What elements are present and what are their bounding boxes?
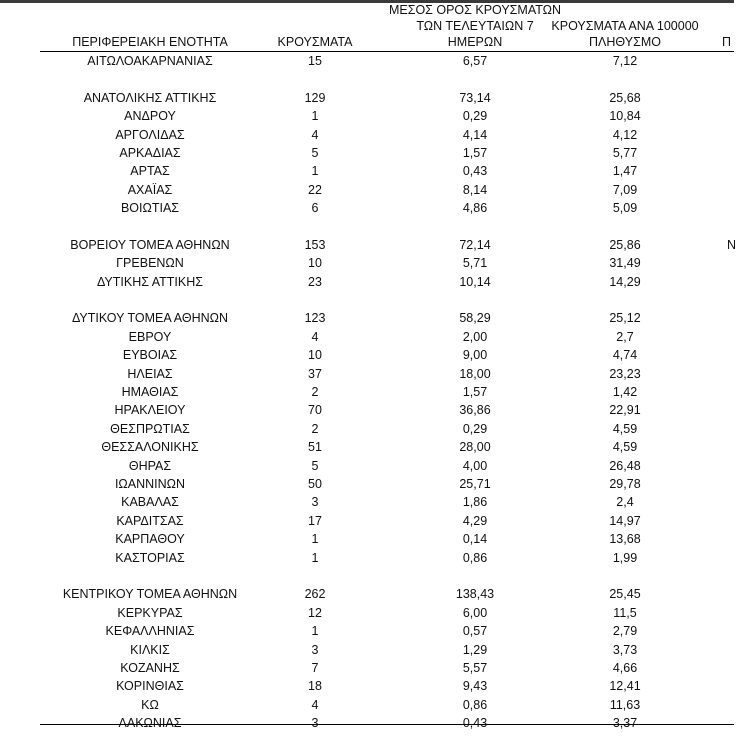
cell-cases: 22: [308, 182, 322, 197]
cell-cases-per-100000: 23,23: [609, 366, 641, 381]
cell-seven-day-average: 0,57: [462, 624, 488, 639]
cell-cases-per-100000: 7,12: [612, 54, 638, 68]
cell-region: ΗΜΑΘΙΑΣ: [121, 385, 179, 400]
cell-cases: 7: [311, 660, 319, 675]
table-row: [0, 696, 734, 714]
table-row: [0, 530, 734, 548]
cell-region: ΙΩΑΝΝΙΝΩΝ: [114, 476, 186, 491]
cell-cases: 123: [304, 311, 326, 326]
cell-region: ΚΑΡΠΑΘΟΥ: [115, 532, 185, 547]
cell-cases: 153: [304, 237, 326, 252]
table-row: [0, 383, 734, 401]
table-row: [0, 107, 734, 125]
cell-cases-per-100000: 22,91: [609, 403, 641, 418]
cell-cases: 12: [308, 605, 322, 620]
cell-cases-per-100000: 25,12: [609, 311, 641, 326]
cell-cases-per-100000: 1,42: [612, 385, 638, 400]
cell-cases: 10: [308, 348, 322, 363]
cell-cases: 262: [304, 587, 326, 602]
cell-seven-day-average: 18,00: [459, 366, 491, 381]
cell-cases: 50: [308, 476, 322, 491]
cell-region: ΘΕΣΠΡΩΤΙΑΣ: [110, 421, 190, 436]
cell-cases-per-100000: 5,77: [612, 145, 638, 160]
row-spacer: [0, 218, 734, 236]
cell-seven-day-average: 0,86: [462, 697, 488, 712]
header-avg-line-2: ΤΩΝ ΤΕΛΕΥΤΑΙΩΝ 7: [416, 19, 534, 33]
cell-cases: 4: [311, 697, 319, 712]
table-row: [0, 475, 734, 493]
table-row: [0, 52, 734, 70]
cell-seven-day-average: 0,29: [462, 109, 488, 124]
table-row: [0, 199, 734, 217]
cell-cases: 1: [311, 624, 319, 639]
cell-seven-day-average: 36,86: [459, 403, 491, 418]
cell-cases-per-100000: 13,68: [609, 532, 641, 547]
cell-cases-per-100000: 11,5: [613, 605, 637, 620]
table-row: [0, 641, 734, 659]
cell-region: ΚΟΡΙΝΘΙΑΣ: [116, 679, 184, 694]
cell-cases-per-100000: 1,47: [612, 164, 638, 179]
cell-seven-day-average: 58,29: [459, 311, 491, 326]
cell-cases-per-100000: 3,73: [612, 642, 638, 657]
cell-seven-day-average: 8,14: [462, 182, 488, 197]
cell-seven-day-average: 2,00: [462, 329, 488, 344]
cell-cases: 4: [311, 127, 319, 142]
table-row: [0, 273, 734, 291]
cell-region: ΑΡΤΑΣ: [130, 164, 170, 179]
table-row: [0, 549, 734, 567]
header-per-line-2: ΠΛΗΘΥΣΜΟ: [589, 35, 661, 49]
header-avg-line-1: ΜΕΣΟΣ ΟΡΟΣ ΚΡΟΥΣΜΑΤΩΝ: [388, 3, 562, 17]
cell-region: ΑΙΤΩΛΟΑΚΑΡΝΑΝΙΑΣ: [87, 54, 213, 68]
cell-seven-day-average: 9,43: [462, 679, 488, 694]
cell-region: ΒΟΙΩΤΙΑΣ: [120, 201, 180, 216]
cell-seven-day-average: 5,71: [462, 256, 488, 271]
table-row: [0, 604, 734, 622]
cell-cases-per-100000: 2,79: [612, 624, 638, 639]
cell-cases: 2: [311, 385, 319, 400]
table-row: [0, 236, 737, 254]
table-row: [0, 622, 734, 640]
cell-seven-day-average: 5,57: [462, 660, 488, 675]
cell-seven-day-average: 0,86: [462, 550, 488, 565]
cell-cases: 5: [311, 458, 319, 473]
cell-cases-per-100000: 11,63: [609, 697, 641, 712]
cell-region: ΑΡΚΑΔΙΑΣ: [119, 145, 181, 160]
header-cut-off-column: Π: [722, 35, 732, 49]
cell-cases: 10: [308, 256, 322, 271]
table-row: [0, 659, 734, 677]
cell-cases-per-100000: 4,59: [612, 421, 638, 436]
cell-cases-per-100000: 10,84: [609, 109, 641, 124]
cell-region: ΚΑΣΤΟΡΙΑΣ: [115, 550, 185, 565]
cell-region: ΑΝΑΤΟΛΙΚΗΣ ΑΤΤΙΚΗΣ: [83, 90, 217, 105]
cell-cases: 6: [311, 201, 319, 216]
cell-region: ΑΧΑΪΑΣ: [127, 182, 173, 197]
cell-cases-per-100000: 4,74: [612, 348, 638, 363]
table-row: [0, 365, 734, 383]
cell-region: ΕΥΒΟΙΑΣ: [122, 348, 178, 363]
table-row: [0, 346, 734, 364]
header-per-line-1: ΚΡΟΥΣΜΑΤΑ ΑΝΑ 100000: [551, 19, 699, 33]
cell-cases-per-100000: 14,29: [609, 274, 641, 289]
cell-seven-day-average: 4,14: [462, 127, 488, 142]
cell-cases: 1: [311, 109, 319, 124]
table-row: [0, 328, 734, 346]
cell-cases-per-100000: 2,4: [616, 495, 634, 510]
table-row: [0, 254, 734, 272]
cell-cases: 129: [304, 90, 326, 105]
cell-region: ΚΕΝΤΡΙΚΟΥ ΤΟΜΕΑ ΑΘΗΝΩΝ: [62, 587, 238, 602]
cell-region: ΚΕΡΚΥΡΑΣ: [117, 605, 183, 620]
cell-region: ΒΟΡΕΙΟΥ ΤΟΜΕΑ ΑΘΗΝΩΝ: [70, 237, 230, 252]
cell-cases: 23: [308, 274, 322, 289]
cell-seven-day-average: 25,71: [459, 476, 491, 491]
table-row: [0, 438, 734, 456]
cell-cases-per-100000: 4,12: [612, 127, 638, 142]
cell-region: ΚΑΡΔΙΤΣΑΣ: [116, 513, 184, 528]
cell-cases: 2: [311, 421, 319, 436]
cell-seven-day-average: 4,29: [462, 513, 488, 528]
cell-region: ΔΥΤΙΚΗΣ ΑΤΤΙΚΗΣ: [97, 274, 203, 289]
table-bottom-rule: [40, 724, 734, 725]
table-row: [0, 181, 734, 199]
cell-cases-per-100000: 5,09: [612, 201, 638, 216]
table-row: [0, 585, 734, 603]
table-row: [0, 162, 734, 180]
cell-seven-day-average: 1,57: [462, 145, 488, 160]
cell-region: ΚΟΖΑΝΗΣ: [120, 660, 180, 675]
cell-region: ΗΛΕΙΑΣ: [127, 366, 173, 381]
cell-cases: 18: [308, 679, 322, 694]
cell-cases-per-100000: 25,68: [609, 90, 641, 105]
row-spacer: [0, 567, 734, 585]
cell-seven-day-average: 9,00: [462, 348, 488, 363]
cell-region: ΓΡΕΒΕΝΩΝ: [116, 256, 184, 271]
cell-region: ΘΕΣΣΑΛΟΝΙΚΗΣ: [101, 440, 199, 455]
cell-cases: 4: [311, 329, 319, 344]
cell-cases-per-100000: 4,66: [612, 660, 638, 675]
table-row: [0, 512, 734, 530]
cell-cases-per-100000: 1,99: [612, 550, 638, 565]
table-row: [0, 144, 734, 162]
cell-seven-day-average: 1,86: [462, 495, 488, 510]
cell-region: ΚΕΦΑΛΛΗΝΙΑΣ: [105, 624, 195, 639]
cell-seven-day-average: 28,00: [459, 440, 491, 455]
cell-cases-per-100000: 12,41: [609, 679, 641, 694]
cell-region: ΚΑΒΑΛΑΣ: [121, 495, 179, 510]
cell-seven-day-average: 1,29: [462, 642, 488, 657]
cell-region: ΕΒΡΟΥ: [128, 329, 172, 344]
row-spacer: [0, 70, 734, 88]
table-row: [0, 677, 734, 695]
cell-cases: 70: [308, 403, 322, 418]
cell-seven-day-average: 0,14: [462, 532, 488, 547]
cell-cases: 3: [311, 495, 319, 510]
cell-seven-day-average: 4,00: [462, 458, 488, 473]
table-row: [0, 89, 734, 107]
cell-cases-per-100000: 31,49: [609, 256, 641, 271]
cell-region: ΚΩ: [141, 697, 159, 712]
cell-cases: 15: [308, 54, 322, 68]
cell-cases-per-100000: 25,86: [609, 237, 641, 252]
table-row: [0, 457, 734, 475]
cell-cases-per-100000: 7,09: [612, 182, 638, 197]
cell-seven-day-average: 138,43: [455, 587, 495, 602]
cell-cut-off-column: N: [727, 237, 737, 252]
cell-region: ΘΗΡΑΣ: [128, 458, 172, 473]
cell-seven-day-average: 72,14: [459, 237, 491, 252]
cell-cases: 1: [311, 164, 319, 179]
cell-cases-per-100000: 26,48: [609, 458, 641, 473]
cell-region: ΑΝΔΡΟΥ: [124, 109, 176, 124]
cell-cases: 1: [311, 532, 319, 547]
cell-cases-per-100000: 29,78: [609, 476, 641, 491]
table-row: [0, 420, 734, 438]
cell-region: ΗΡΑΚΛΕΙΟΥ: [114, 403, 186, 418]
cell-seven-day-average: 0,29: [462, 421, 488, 436]
cell-cases: 51: [308, 440, 322, 455]
table-body: [0, 52, 737, 732]
cell-region: ΔΥΤΙΚΟΥ ΤΟΜΕΑ ΑΘΗΝΩΝ: [71, 311, 229, 326]
table-header: [0, 0, 734, 52]
cell-seven-day-average: 0,43: [462, 164, 488, 179]
header-cases-per-100000: [540, 18, 710, 50]
cell-cases-per-100000: 2,7: [616, 329, 634, 344]
row-spacer: [0, 291, 734, 309]
header-avg-line-3: ΗΜΕΡΩΝ: [447, 35, 503, 49]
table-row: [0, 401, 734, 419]
header-region: ΠΕΡΙΦΕΡΕΙΑΚΗ ΕΝΟΤΗΤΑ: [72, 35, 228, 49]
cell-cases-per-100000: 25,45: [609, 587, 641, 602]
cell-cases-per-100000: 14,97: [609, 513, 641, 528]
table-row: [0, 126, 734, 144]
cell-region: ΚΙΛΚΙΣ: [130, 642, 170, 657]
cell-cases: 5: [311, 145, 319, 160]
cell-cases: 37: [308, 366, 322, 381]
table-row: [0, 493, 734, 511]
cell-seven-day-average: 6,00: [462, 605, 488, 620]
cell-cases: 17: [308, 513, 322, 528]
cell-seven-day-average: 1,57: [462, 385, 488, 400]
cell-region: ΑΡΓΟΛΙΔΑΣ: [115, 127, 185, 142]
cell-seven-day-average: 4,86: [462, 201, 488, 216]
cell-seven-day-average: 6,57: [462, 54, 488, 68]
cell-cases-per-100000: 4,59: [612, 440, 638, 455]
cell-seven-day-average: 10,14: [459, 274, 491, 289]
cell-seven-day-average: 73,14: [459, 90, 491, 105]
cell-cases: 3: [311, 642, 319, 657]
table-row: [0, 309, 734, 327]
cell-cases: 1: [311, 550, 319, 565]
header-cases: ΚΡΟΥΣΜΑΤΑ: [277, 35, 353, 49]
